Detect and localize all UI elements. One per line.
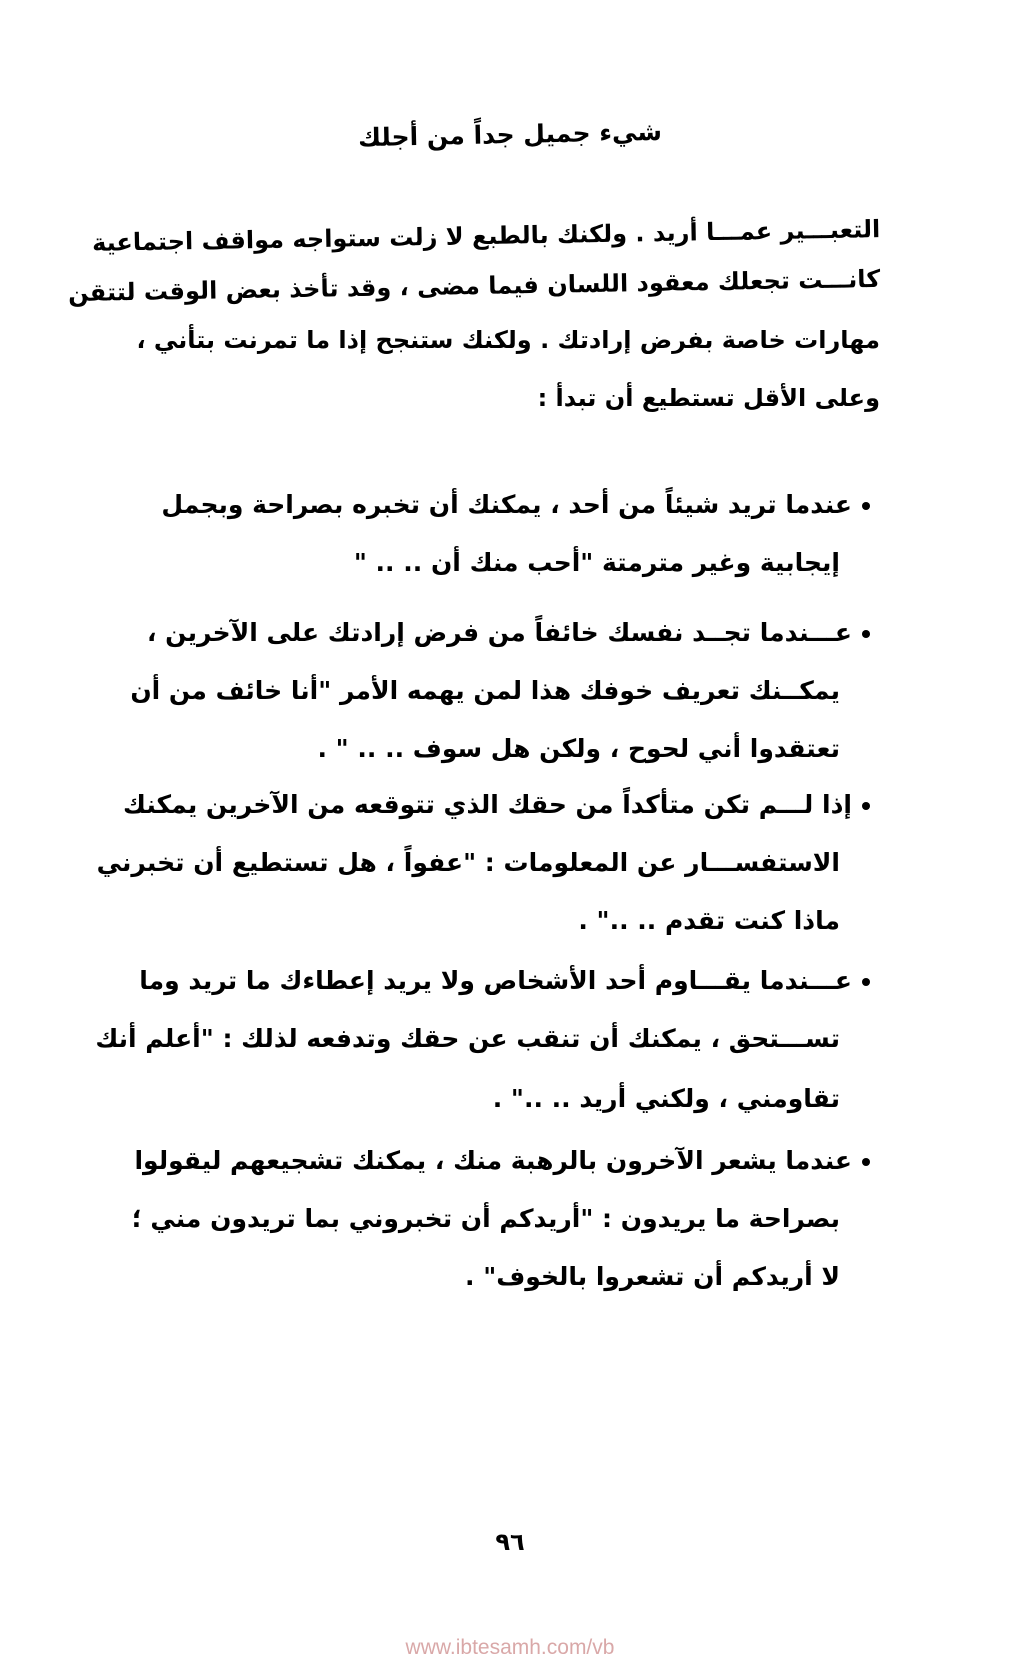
watermark-link[interactable]: www.ibtesamh.com/vb xyxy=(405,1636,615,1659)
bullet-icon xyxy=(862,1158,870,1166)
bullet-icon xyxy=(862,630,870,638)
bullet-line: الاستفســـار عن المعلومات : "عفواً ، هل تستطيع أن تخبرني xyxy=(96,848,840,877)
intro-line: التعبـــير عمـــا أريد . ولكنك بالطبع لا زلت ستواجه مواقف اجتماعية xyxy=(91,215,881,257)
intro-line: وعلى الأقل تستطيع أن تبدأ : xyxy=(537,384,880,412)
bullet-item: عندما تريد شيئاً من أحد ، يمكنك أن تخبره بصراحة وبجمل xyxy=(161,490,870,519)
page-number: ٩٦ xyxy=(495,1528,525,1556)
bullet-line: بصراحة ما يريدون : "أريدكم أن تخبروني بما تريدون مني ؛ xyxy=(131,1204,840,1233)
bullet-icon xyxy=(862,978,870,986)
bullet-item: عـــندما تجــد نفسك خائفاً من فرض إرادتك على الآخرين ، xyxy=(147,618,870,647)
bullet-item: إذا لـــم تكن متأكداً من حقك الذي تتوقعه من الآخرين يمكنك xyxy=(123,790,870,819)
intro-line: مهارات خاصة بفرض إرادتك . ولكنك ستنجح إذا ما تمرنت بتأني ، xyxy=(136,326,880,354)
bullet-line: تســـتحق ، يمكنك أن تنقب عن حقك وتدفعه لذلك : "أعلم أنك xyxy=(95,1024,840,1053)
bullet-icon xyxy=(862,802,870,810)
bullet-line: لا أريدكم أن تشعروا بالخوف" . xyxy=(465,1262,840,1291)
intro-line: كانـــت تجعلك معقود اللسان فيما مضى ، وقد تأخذ بعض الوقت لتتقن xyxy=(67,264,881,308)
bullet-icon xyxy=(862,502,870,510)
bullet-line: ماذا كنت تقدم .. .." . xyxy=(578,906,840,935)
bullet-item: عـــندما يقـــاوم أحد الأشخاص ولا يريد إعطاءك ما تريد وما xyxy=(139,966,870,995)
bullet-item: عندما يشعر الآخرون بالرهبة منك ، يمكنك تشجيعهم ليقولوا xyxy=(134,1146,870,1175)
page-title: شيء جميل جداً من أجلك xyxy=(357,116,663,153)
bullet-line: إيجابية وغير مترمتة "أحب منك أن .. .. " xyxy=(353,548,840,577)
bullet-line: يمكــنك تعريف خوفك هذا لمن يهمه الأمر "أنا خائف من أن xyxy=(130,676,840,705)
bullet-line: تقاومني ، ولكني أريد .. .." . xyxy=(492,1084,840,1113)
bullet-line: تعتقدوا أني لحوح ، ولكن هل سوف .. .. " . xyxy=(317,734,840,763)
